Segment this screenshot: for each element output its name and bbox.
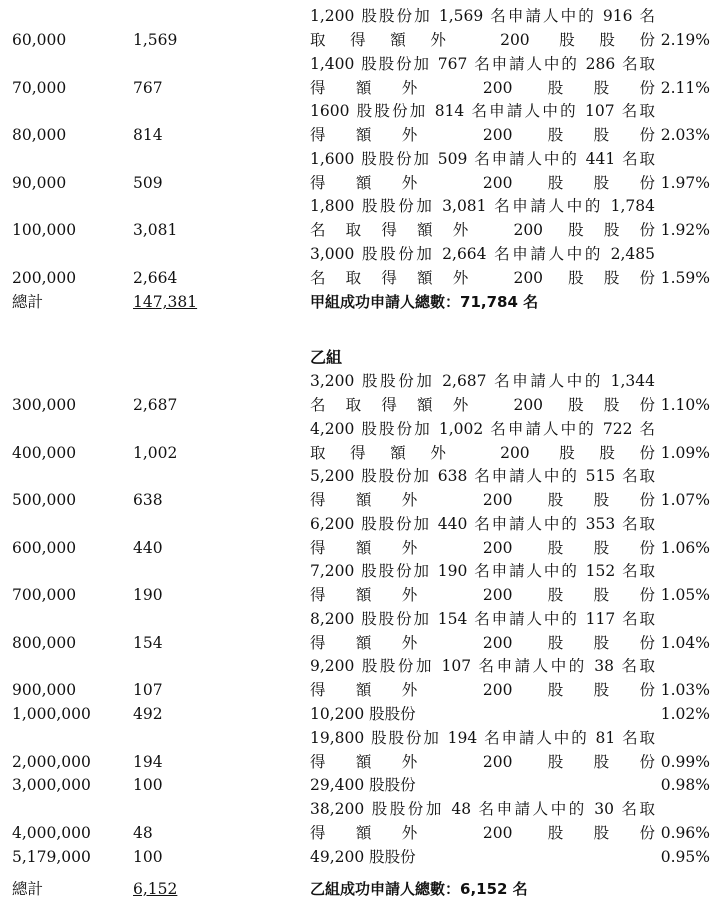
section-heading: 乙組	[310, 348, 343, 367]
allotment-basis	[310, 845, 655, 869]
shares-applied: 1,000,000	[12, 704, 91, 723]
allotment-percentage: 1.02%	[660, 704, 710, 723]
allotment-percentage: 2.19%	[660, 31, 710, 49]
valid-applications-count: 3,081	[133, 221, 178, 239]
shares-applied: 5,179,000	[12, 847, 91, 866]
allotment-percentage: 0.98%	[660, 776, 710, 794]
allotment-percentage: 0.99%	[660, 752, 710, 771]
allotment-basis-line: 得額外 200 股股份	[310, 752, 655, 771]
table-row	[0, 845, 720, 869]
allotment-basis-line: 得額外 200 股股份	[310, 681, 655, 699]
shares-applied: 700,000	[12, 586, 77, 604]
allotment-basis-line: 4,200 股股份加 1,002 名申請人中的 722 名	[310, 419, 655, 438]
allotment-basis-line: 3,200 股股份加 2,687 名申請人中的 1,344	[310, 372, 655, 390]
valid-applications-count: 638	[133, 491, 163, 509]
allotment-basis-line: 49,200 股股份	[310, 847, 416, 866]
allotment-basis-line: 1600 股股份加 814 名申請人中的 107 名取	[310, 102, 655, 120]
valid-applications-count: 190	[133, 586, 163, 604]
allotment-basis	[310, 4, 655, 52]
table-row	[0, 242, 720, 290]
table-row	[0, 52, 720, 100]
allotment-basis	[310, 147, 655, 195]
allotment-basis-line: 8,200 股股份加 154 名申請人中的 117 名取	[310, 609, 655, 628]
table-row	[0, 99, 720, 147]
table-row	[0, 147, 720, 195]
allotment-basis	[310, 607, 655, 655]
allotment-basis	[310, 654, 655, 702]
table-row	[0, 417, 720, 465]
table-row	[0, 559, 720, 607]
valid-applications-count: 100	[133, 847, 163, 866]
shares-applied: 900,000	[12, 681, 77, 699]
allotment-basis-line: 取得額外 200 股股份	[310, 31, 655, 49]
allotment-basis-line: 1,600 股股份加 509 名申請人中的 441 名取	[310, 149, 655, 168]
allotment-percentage: 1.06%	[660, 538, 710, 557]
allotment-percentage: 2.11%	[660, 78, 710, 97]
valid-applications-count: 100	[133, 776, 163, 794]
shares-applied: 90,000	[12, 173, 67, 192]
allotment-basis	[310, 99, 655, 147]
valid-applications-count: 2,687	[133, 396, 178, 414]
allotment-basis-line: 得額外 200 股股份	[310, 586, 655, 604]
valid-applications-count: 107	[133, 681, 163, 699]
allotment-basis	[310, 369, 655, 417]
valid-applications-count: 492	[133, 704, 163, 723]
allotment-percentage: 2.03%	[660, 126, 710, 144]
shares-applied: 300,000	[12, 396, 77, 414]
allotment-basis	[310, 726, 655, 774]
total-successful-applicants: 乙組成功申請人總數：6,152 名	[310, 880, 528, 898]
allotment-basis	[310, 797, 655, 845]
table-row	[0, 773, 720, 797]
total-applicants-value: 147,381	[133, 293, 198, 311]
shares-applied: 3,000,000	[12, 776, 91, 794]
valid-applications-count: 1,569	[133, 31, 178, 49]
valid-applications-count: 48	[133, 824, 153, 842]
allotment-basis-line: 得額外 200 股股份	[310, 633, 655, 652]
allotment-percentage: 0.96%	[660, 824, 710, 842]
valid-applications-count: 814	[133, 126, 163, 144]
table-row	[0, 797, 720, 845]
total-label: 總計	[12, 880, 44, 898]
shares-applied: 4,000,000	[12, 824, 91, 842]
allotment-basis	[310, 52, 655, 100]
table-row	[0, 702, 720, 726]
allotment-percentage: 1.03%	[660, 681, 710, 699]
allotment-basis-line: 6,200 股股份加 440 名申請人中的 353 名取	[310, 514, 655, 533]
allotment-basis-line: 得額外 200 股股份	[310, 824, 655, 842]
allotment-basis	[310, 512, 655, 560]
allotment-basis	[310, 773, 655, 797]
allotment-basis	[310, 242, 655, 290]
shares-applied: 600,000	[12, 538, 77, 557]
allotment-percentage: 1.92%	[660, 221, 710, 239]
allotment-basis-line: 7,200 股股份加 190 名申請人中的 152 名取	[310, 562, 655, 580]
group-a-total-row	[0, 290, 720, 314]
shares-applied: 800,000	[12, 633, 77, 652]
allotment-basis-line: 1,200 股股份加 1,569 名申請人中的 916 名	[310, 7, 655, 25]
shares-applied: 2,000,000	[12, 752, 91, 771]
allotment-basis-line: 得額外 200 股股份	[310, 538, 655, 557]
allotment-percentage: 1.09%	[660, 443, 710, 462]
allotment-basis	[310, 464, 655, 512]
total-successful-applicants: 甲組成功申請人總數：71,784 名	[310, 293, 539, 311]
shares-applied: 80,000	[12, 126, 67, 144]
allotment-basis	[310, 559, 655, 607]
table-row	[0, 607, 720, 655]
valid-applications-count: 440	[133, 538, 163, 557]
table-row	[0, 4, 720, 52]
allotment-basis-line: 得額外 200 股股份	[310, 78, 655, 97]
allotment-basis-line: 名取得額外 200 股股份	[310, 396, 655, 414]
total-label: 總計	[12, 293, 44, 311]
allotment-basis-line: 取得額外 200 股股份	[310, 443, 655, 462]
allotment-percentage: 0.95%	[660, 847, 710, 866]
shares-applied: 100,000	[12, 221, 77, 239]
allotment-basis-line: 9,200 股股份加 107 名申請人中的 38 名取	[310, 657, 655, 675]
shares-applied: 400,000	[12, 443, 77, 462]
table-row	[0, 726, 720, 774]
allotment-percentage: 1.04%	[660, 633, 710, 652]
allotment-basis-line: 名取得額外 200 股股份	[310, 221, 655, 239]
allotment-basis-line: 10,200 股股份	[310, 704, 416, 723]
shares-applied: 70,000	[12, 78, 67, 97]
allotment-basis	[310, 194, 655, 242]
valid-applications-count: 2,664	[133, 268, 178, 287]
allotment-basis-line: 19,800 股股份加 194 名申請人中的 81 名取	[310, 728, 655, 747]
valid-applications-count: 154	[133, 633, 163, 652]
allotment-basis-line: 得額外 200 股股份	[310, 126, 655, 144]
allotment-percentage: 1.97%	[660, 173, 710, 192]
allotment-basis	[310, 417, 655, 465]
allotment-basis-line: 5,200 股股份加 638 名申請人中的 515 名取	[310, 467, 655, 485]
table-row	[0, 654, 720, 702]
shares-applied: 60,000	[12, 31, 67, 49]
table-row	[0, 512, 720, 560]
allotment-percentage: 1.07%	[660, 491, 710, 509]
allotment-basis-line: 1,800 股股份加 3,081 名申請人中的 1,784	[310, 197, 655, 215]
allotment-basis	[310, 702, 655, 726]
allotment-basis-line: 29,400 股股份	[310, 776, 416, 794]
valid-applications-count: 767	[133, 78, 163, 97]
table-row	[0, 194, 720, 242]
total-applicants-value: 6,152	[133, 880, 178, 898]
valid-applications-count: 509	[133, 173, 163, 192]
allotment-percentage: 1.59%	[660, 268, 710, 287]
group-b-heading	[0, 346, 720, 370]
table-row	[0, 369, 720, 417]
allotment-basis-line: 3,000 股股份加 2,664 名申請人中的 2,485	[310, 244, 655, 263]
allotment-basis-line: 得額外 200 股股份	[310, 491, 655, 509]
allotment-basis-line: 得額外 200 股股份	[310, 173, 655, 192]
shares-applied: 500,000	[12, 491, 77, 509]
shares-applied: 200,000	[12, 268, 77, 287]
group-b-total-row	[0, 877, 720, 901]
allotment-basis-line: 名取得額外 200 股股份	[310, 268, 655, 287]
allotment-basis-line: 38,200 股股份加 48 名申請人中的 30 名取	[310, 800, 655, 818]
allotment-percentage: 1.10%	[660, 396, 710, 414]
valid-applications-count: 194	[133, 752, 163, 771]
table-row	[0, 464, 720, 512]
allotment-percentage: 1.05%	[660, 586, 710, 604]
valid-applications-count: 1,002	[133, 443, 178, 462]
allotment-basis-line: 1,400 股股份加 767 名申請人中的 286 名取	[310, 54, 655, 73]
